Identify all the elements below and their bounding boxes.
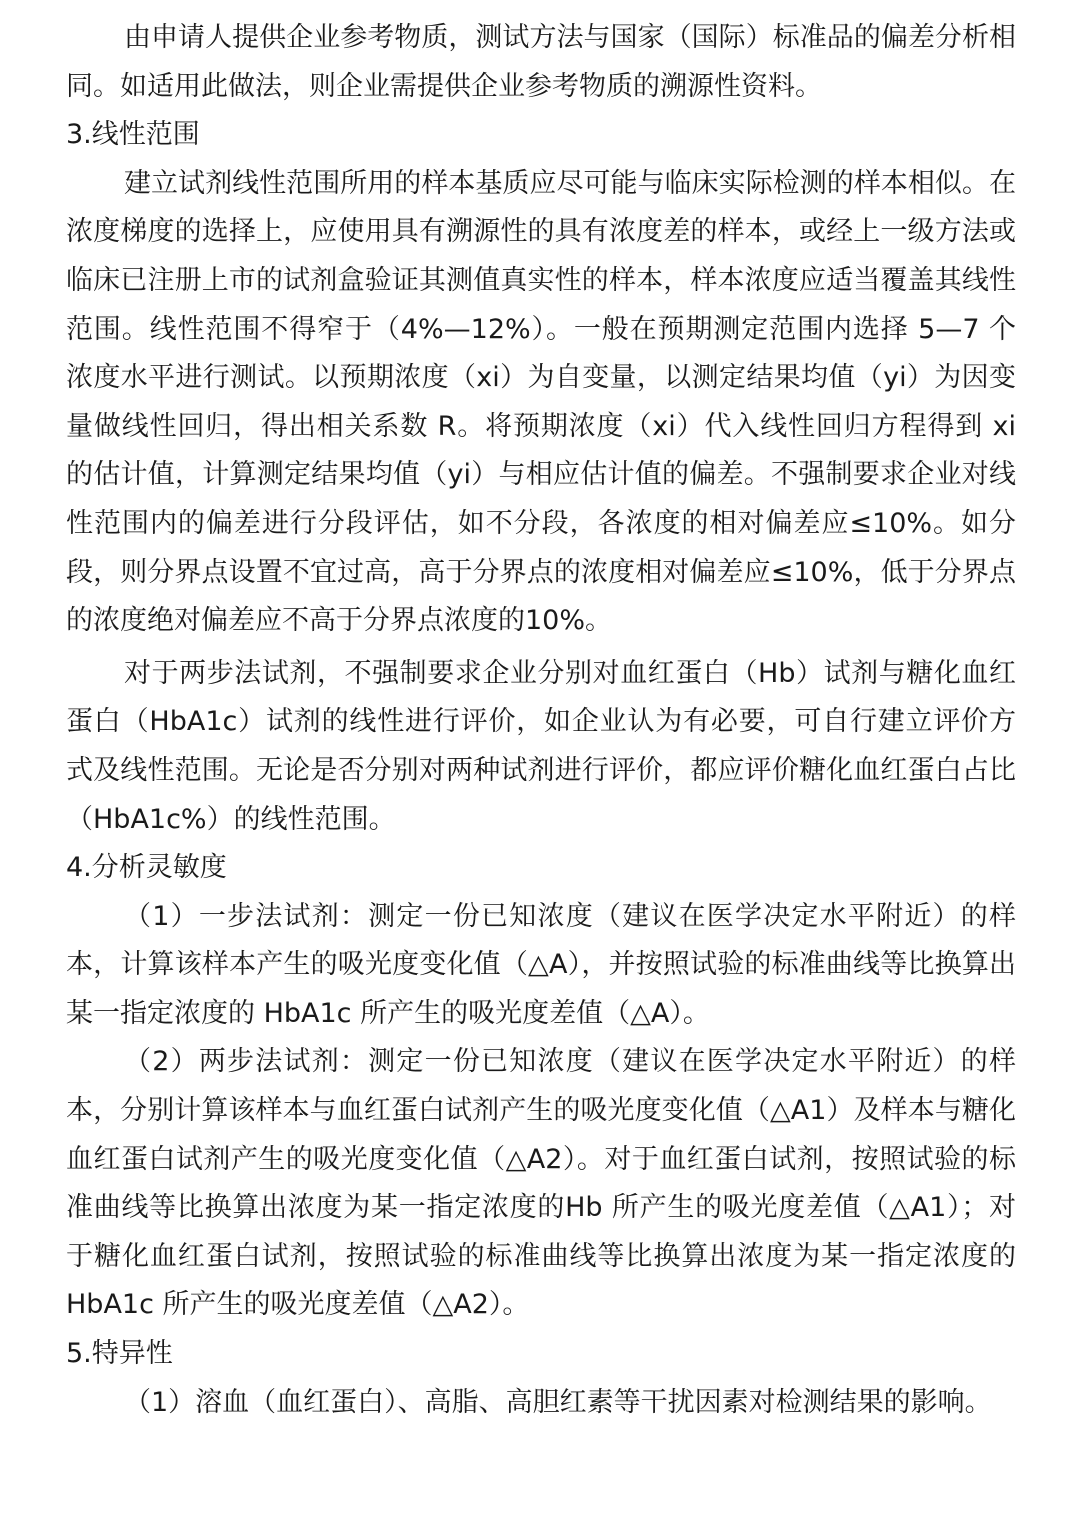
paragraph-two-step-reagent: 对于两步法试剂，不强制要求企业分别对血红蛋白（Hb）试剂与糖化血红蛋白（HbA1c）试剂的线性进行评价，如企业认为有必要，可自行建立评价方式及线性范围。无论是否分别对两种试剂进行评价，都应评价糖化血红蛋白占比（HbA1c%）的线性范围。 bbox=[66, 657, 1016, 835]
document-page bbox=[66, 14, 1016, 1427]
heading-analytical-sensitivity: 4.分析灵敏度 bbox=[66, 852, 227, 884]
paragraph-linear-range: 建立试剂线性范围所用的样本基质应尽可能与临床实际检测的样本相似。在浓度梯度的选择上，应使用具有溯源性的具有浓度差的样本，或经上一级方法或临床已注册上市的试剂盒验证其测值真实性的样本，样本浓度应适当覆盖其线性范围。线性范围不得窄于（4%—12%）。一般在预期测定范围内选择 5—7 个浓度水平进行测试。以预期浓度（xi）为自变量，以测定结果均值（yi）为因变量做线性回归，得出相关系数 R。将预期浓度（xi）代入线性回归方程得到 xi 的估计值，计算测定结果均值（yi）与相应估计值的偏差。不强制要求企业对线性范围内的偏差进行分段评估，如不分段，各浓度的相对偏差应≤10%。如分段，则分界点设置不宜过高，高于分界点的浓度相对偏差应≤10%，低于分界点的浓度绝对偏差应不高于分界点浓度的10%。 bbox=[66, 167, 1016, 637]
paragraph-interference: （1）溶血（血红蛋白）、高脂、高胆红素等干扰因素对检测结果的影响。 bbox=[124, 1386, 992, 1418]
heading-linear-range: 3.线性范围 bbox=[66, 119, 200, 151]
paragraph-reference-material: 由申请人提供企业参考物质，测试方法与国家（国际）标准品的偏差分析相同。如适用此做法，则企业需提供企业参考物质的溯源性资料。 bbox=[66, 22, 1016, 102]
paragraph-two-step-sensitivity: （2）两步法试剂：测定一份已知浓度（建议在医学决定水平附近）的样本，分别计算该样本与血红蛋白试剂产生的吸光度变化值（△A1）及样本与糖化血红蛋白试剂产生的吸光度变化值（△A2）。对于血红蛋白试剂，按照试验的标准曲线等比换算出浓度为某一指定浓度的Hb 所产生的吸光度差值（△A1）；对于糖化血红蛋白试剂，按照试验的标准曲线等比换算出浓度为某一指定浓度的 HbA1c 所产生的吸光度差值（△A2）。 bbox=[66, 1046, 1016, 1321]
paragraph-one-step-sensitivity: （1）一步法试剂：测定一份已知浓度（建议在医学决定水平附近）的样本，计算该样本产生的吸光度变化值（△A），并按照试验的标准曲线等比换算出某一指定浓度的 HbA1c 所产生的吸光度差值（△A）。 bbox=[66, 900, 1016, 1029]
heading-specificity: 5.特异性 bbox=[66, 1338, 173, 1370]
